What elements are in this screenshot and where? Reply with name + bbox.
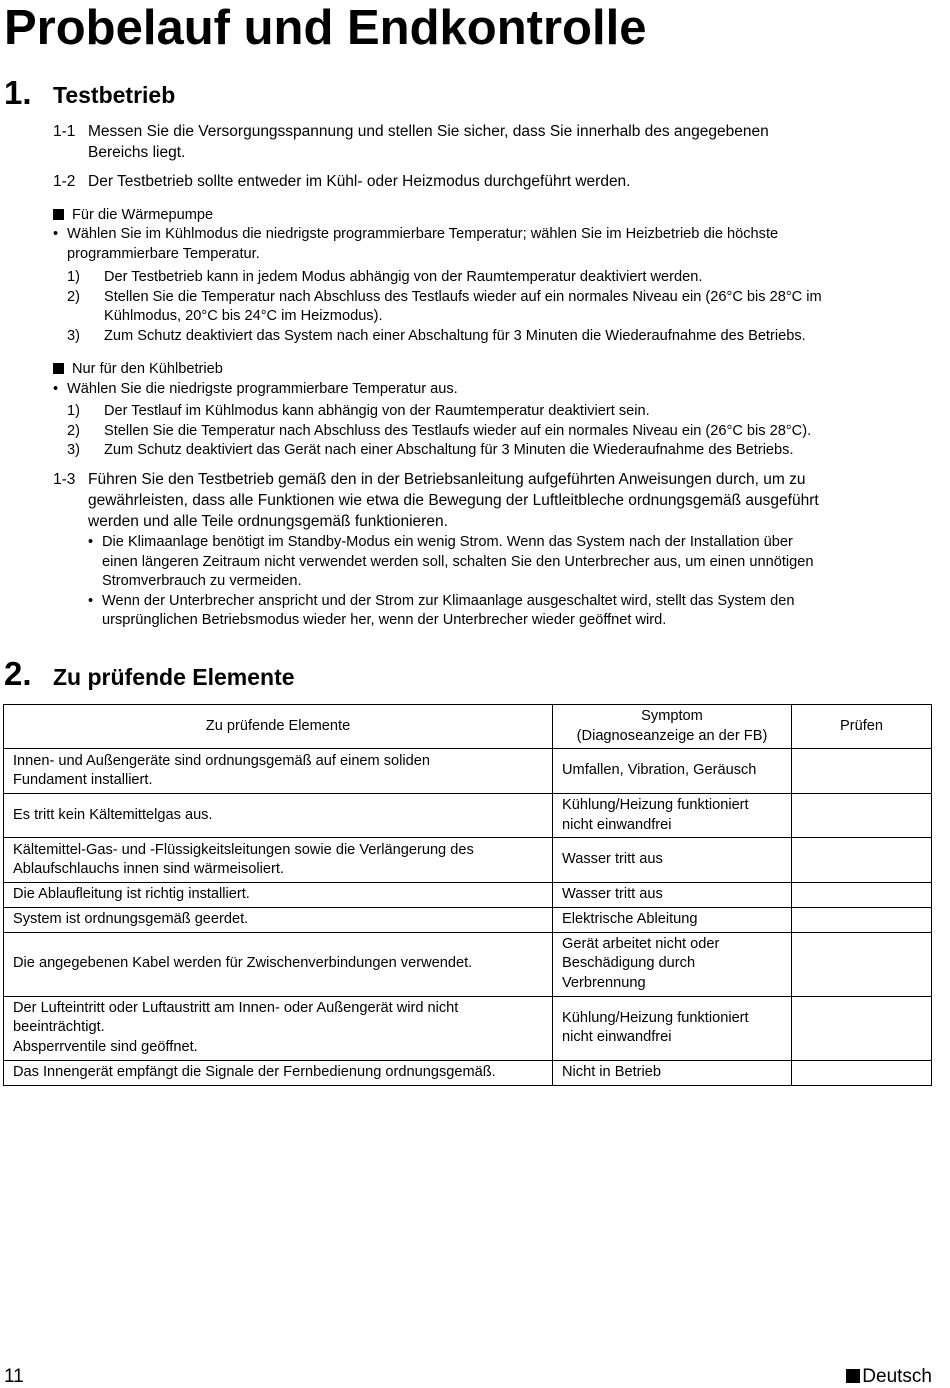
- header-symptom: Symptom (Diagnoseanzeige an der FB): [553, 705, 792, 749]
- square-bullet-icon: [846, 1369, 860, 1383]
- step-text: Der Testbetrieb sollte entweder im Kühl- oder Heizmodus durchgeführt werden.: [88, 173, 631, 190]
- item-cell: Es tritt kein Kältemittelgas aus.: [4, 794, 553, 838]
- step-text: gewährleisten, dass alle Funktionen wie etwa die Bewegung der Luftleitbleche ordnungsgemäß ausgeführt: [88, 492, 819, 509]
- step-text: Bereichs liegt.: [88, 144, 186, 161]
- step-text: Führen Sie den Testbetrieb gemäß den in der Betriebsanleitung aufgeführten Anweisungen durch, um zu: [88, 471, 806, 488]
- check-table: [3, 704, 932, 1086]
- list-item: Stellen Sie die Temperatur nach Abschluss des Testlaufs wieder auf ein normales Niveau ein (26°C bis 28°C im: [104, 288, 822, 305]
- item-cell: Kältemittel-Gas- und -Flüssigkeitsleitungen sowie die Verlängerung des Ablaufschlauchs innen sind wärmeisoliert.: [4, 838, 553, 883]
- symptom-cell: Elektrische Ableitung: [553, 908, 792, 933]
- page-number: 11: [4, 1366, 24, 1387]
- section-2-number: 2.: [4, 655, 32, 692]
- step-number: 1-3: [53, 471, 76, 488]
- table-row: [4, 883, 932, 908]
- square-bullet-icon: [53, 209, 64, 220]
- table-header-row: [4, 705, 932, 749]
- list-item: Der Testlauf im Kühlmodus kann abhängig von der Raumtemperatur deaktiviert sein.: [104, 403, 650, 419]
- heatpump-heading: Für die Wärmepumpe: [53, 206, 213, 226]
- item-cell: System ist ordnungsgemäß geerdet.: [4, 908, 553, 933]
- check-cell[interactable]: [792, 838, 932, 883]
- language-label: Deutsch: [846, 1366, 932, 1388]
- table-row: [4, 1060, 932, 1085]
- check-cell[interactable]: [792, 996, 932, 1060]
- item-cell: Der Lufteintritt oder Luftaustritt am Innen- oder Außengerät wird nicht beeinträchtigt. Absperrventile sind geöffnet.: [4, 996, 553, 1060]
- check-cell[interactable]: [792, 932, 932, 996]
- list-item: Stellen Sie die Temperatur nach Abschluss des Testlaufs wieder auf ein normales Niveau ein (26°C bis 28°C).: [104, 422, 812, 439]
- symptom-cell: Gerät arbeitet nicht oder Beschädigung durch Verbrennung: [553, 932, 792, 996]
- section-2-heading: Zu prüfende Elemente: [53, 664, 295, 690]
- check-cell[interactable]: [792, 749, 932, 794]
- symptom-cell: Kühlung/Heizung funktioniert nicht einwandfrei: [553, 794, 792, 838]
- list-item: Kühlmodus, 20°C bis 24°C im Heizmodus).: [104, 308, 383, 324]
- table-row: [4, 749, 932, 794]
- step-number: 1-1: [53, 123, 76, 140]
- check-cell[interactable]: [792, 1060, 932, 1085]
- page-title: Probelauf und Endkontrolle: [4, 1, 647, 55]
- item-cell: Die angegebenen Kabel werden für Zwischenverbindungen verwendet.: [4, 932, 553, 996]
- symptom-cell: Wasser tritt aus: [553, 883, 792, 908]
- table-row: [4, 794, 932, 838]
- item-cell: Die Ablaufleitung ist richtig installiert.: [4, 883, 553, 908]
- symptom-cell: Wasser tritt aus: [553, 838, 792, 883]
- heatpump-bullet: • Wählen Sie im Kühlmodus die niedrigste programmierbare Temperatur; wählen Sie im Heizbetrieb die höchste programmierbare Temperatur.: [53, 226, 779, 262]
- item-cell: Innen- und Außengeräte sind ordnungsgemäß auf einem soliden Fundament installiert.: [4, 749, 553, 794]
- list-item: Der Testbetrieb kann in jedem Modus abhängig von der Raumtemperatur deaktiviert werden.: [104, 269, 703, 285]
- check-cell[interactable]: [792, 883, 932, 908]
- symptom-cell: Umfallen, Vibration, Geräusch: [553, 749, 792, 794]
- heatpump-items: 1) Der Testbetrieb kann in jedem Modus abhängig von der Raumtemperatur deaktiviert werden. 2) Stellen Sie die Temperatur nach Abschluss des Testlaufs wieder auf ein normales Niveau ein (26°C bis 28°C im Kühlmodus, 20°C bis 24°C im Heizmodus). 3) Zum Schutz deaktiviert das System nach einer Abschaltung für 3 Minuten die Wiederaufnahme des Betriebs.: [67, 268, 822, 346]
- coolonly-items: 1) Der Testlauf im Kühlmodus kann abhängig von der Raumtemperatur deaktiviert sein. 2) Stellen Sie die Temperatur nach Abschluss des Testlaufs wieder auf ein normales Niveau ein (26°C bis 28°C). 3) Zum Schutz deaktiviert das Gerät nach einer Abschaltung für 3 Minuten die Wiederaufnahme des Betriebs.: [67, 402, 811, 461]
- check-cell[interactable]: [792, 908, 932, 933]
- section-1-heading: Testbetrieb: [53, 82, 176, 108]
- symptom-cell: Kühlung/Heizung funktioniert nicht einwandfrei: [553, 996, 792, 1060]
- step-1-1: [53, 121, 769, 163]
- symptom-cell: Nicht in Betrieb: [553, 1060, 792, 1085]
- table-row: [4, 996, 932, 1060]
- step-text: werden und alle Teile ordnungsgemäß funktionieren.: [88, 513, 448, 530]
- step-1-2: [53, 171, 631, 192]
- coolonly-bullet: • Wählen Sie die niedrigste programmierbare Temperatur aus.: [53, 381, 458, 397]
- section-1-number: 1.: [4, 74, 32, 111]
- coolonly-heading: Nur für den Kühlbetrieb: [53, 360, 223, 380]
- item-cell: Das Innengerät empfängt die Signale der Fernbedienung ordnungsgemäß.: [4, 1060, 553, 1085]
- step-number: 1-2: [53, 173, 76, 190]
- square-bullet-icon: [53, 363, 64, 374]
- table-row: [4, 838, 932, 883]
- table-row: [4, 932, 932, 996]
- table-row: [4, 908, 932, 933]
- step-1-3-bullets: • Die Klimaanlage benötigt im Standby-Modus ein wenig Strom. Wenn das System nach der Installation über einen längeren Zeitraum nicht verwendet werden soll, schalten Sie den Unterbrecher aus, um einen unnötigen Stromverbrauch zu vermeiden. • Wenn der Unterbrecher anspricht und der Strom zur Klimaanlage ausgeschaltet wird, stellt das System den ursprünglichen Betriebsmodus wieder her, wenn der Unterbrecher wieder geöffnet wird.: [88, 534, 814, 628]
- header-items: Zu prüfende Elemente: [4, 705, 553, 749]
- list-item: Zum Schutz deaktiviert das Gerät nach einer Abschaltung für 3 Minuten die Wiederaufnahme des Betriebs.: [104, 442, 794, 458]
- step-text: Messen Sie die Versorgungsspannung und stellen Sie sicher, dass Sie innerhalb des angegebenen: [88, 123, 769, 140]
- step-1-3: [53, 469, 819, 532]
- list-item: Zum Schutz deaktiviert das System nach einer Abschaltung für 3 Minuten die Wiederaufnahme des Betriebs.: [104, 327, 806, 344]
- header-check: Prüfen: [792, 705, 932, 749]
- check-cell[interactable]: [792, 794, 932, 838]
